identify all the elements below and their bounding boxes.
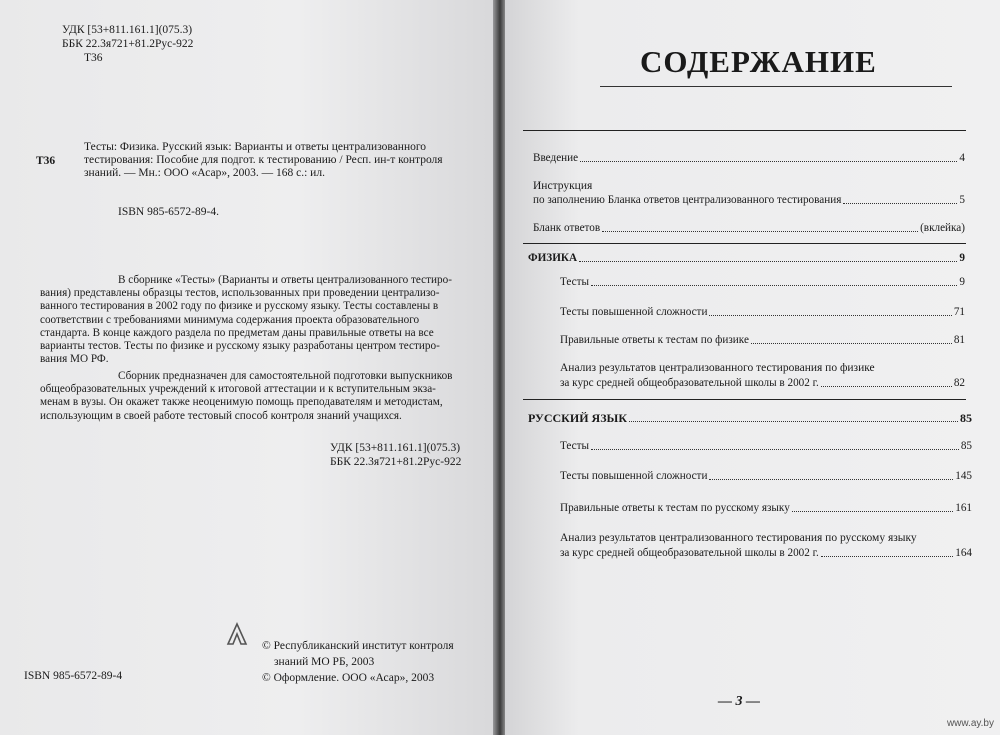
toc-item-instruction — [533, 194, 965, 207]
para-line: вания) представлены образцы тестов, использованных при проведении централизо- — [40, 287, 440, 300]
toc-item-physics-analysis-line1: Анализ результатов централизованного тестирования по физике — [560, 362, 875, 374]
toc-page: 85 — [960, 411, 972, 425]
toc-page: 81 — [953, 334, 965, 346]
toc-item-physics-tests — [560, 276, 965, 289]
toc-page: (вклейка) — [920, 222, 965, 234]
copyright-line: © Оформление. ООО «Асар», 2003 — [262, 672, 435, 684]
para-line: вания МО РФ. — [40, 353, 109, 366]
toc-label: Введение — [533, 152, 579, 164]
divider-line — [523, 243, 966, 244]
para-line: В сборнике «Тесты» (Варианты и ответы централизованного тестиро- — [118, 274, 452, 286]
toc-item-physics-answers — [560, 334, 965, 347]
toc-page: 9 — [959, 276, 965, 288]
udk-top: УДК [53+811.161.1](075.3) — [62, 24, 193, 36]
toc-label: Правильные ответы к тестам по русскому языку — [560, 502, 790, 514]
toc-label: Тесты — [560, 276, 590, 288]
page-number: — 3 — — [718, 694, 760, 709]
para-line: варианты тестов. Тесты по физике и русскому языку разработаны центром тестиро- — [40, 340, 440, 353]
toc-page: 161 — [955, 502, 972, 514]
toc-page: 4 — [959, 152, 965, 164]
udk-bottom: УДК [53+811.161.1](075.3) — [330, 442, 461, 454]
toc-item-physics — [528, 252, 965, 265]
annotation-paragraph-2 — [40, 370, 484, 423]
para-line: общеобразовательных учреждений к итоговой аттестации и к вступительным экза- — [40, 383, 436, 396]
para-line: ванного тестирования в 2002 году по физике и русскому языку. Тесты составлены в — [40, 300, 439, 313]
isbn-bottom: ISBN 985-6572-89-4 — [24, 670, 123, 682]
para-line: соответствии с требованиями минимума содержания проекта образовательного — [40, 313, 420, 326]
toc-label: за курс средней общеобразовательной школы в 2002 г. — [560, 377, 819, 389]
site-watermark: www.ay.by — [946, 718, 994, 729]
toc-item-physics-advanced — [560, 306, 965, 319]
copyright-line: © Республиканский институт контроля — [262, 640, 454, 652]
bbk-top: ББК 22.3я721+81.2Рус-922 — [62, 38, 194, 50]
title-underline — [600, 86, 952, 87]
toc-page: 9 — [959, 252, 965, 264]
bibliographic-record — [84, 141, 484, 180]
page-title: СОДЕРЖАНИЕ — [640, 44, 877, 79]
toc-page: 164 — [955, 547, 972, 559]
left-page — [0, 0, 497, 735]
toc-item-intro — [533, 152, 965, 165]
biblio-line: тестирования: Пособие для подгот. к тестированию / Респ. ин-т контроля — [84, 154, 443, 166]
toc-label: Тесты повышенной сложности — [560, 470, 708, 482]
toc-item-russian-analysis — [560, 547, 972, 560]
toc-label: Бланк ответов — [533, 222, 601, 234]
toc-item-russian-tests — [560, 440, 972, 453]
toc-page: 5 — [959, 194, 965, 206]
toc-item-russian-answers — [560, 502, 972, 515]
para-line: менам в вузы. Он окажет также неоценимую помощь преподавателям и методистам, — [40, 396, 443, 409]
biblio-line: Тесты: Физика. Русский язык: Варианты и ответы централизованного — [84, 141, 427, 153]
publisher-logo-icon — [226, 622, 248, 646]
toc-page: 85 — [960, 440, 972, 452]
divider-line — [523, 130, 966, 131]
toc-page: 82 — [953, 377, 965, 389]
divider-line — [523, 399, 966, 400]
annotation-paragraph-1 — [40, 274, 484, 366]
para-line: использующим в своей работе тестовый способ контроля знаний учащихся. — [40, 409, 402, 422]
toc-item-russian-advanced — [560, 470, 972, 483]
toc-page: 71 — [953, 306, 965, 318]
toc-label: за курс средней общеобразовательной школы в 2002 г. — [560, 547, 819, 559]
toc-item-physics-analysis — [560, 377, 965, 390]
biblio-line: знаний. — Мн.: ООО «Асар», 2003. — 168 с.: ил. — [84, 167, 325, 179]
toc-page: 145 — [955, 470, 972, 482]
para-line: стандарта. В конце каждого раздела по предметам даны правильные ответы на все — [40, 326, 434, 339]
bbk-bottom: ББК 22.3я721+81.2Рус-922 — [330, 456, 462, 468]
toc-label: Правильные ответы к тестам по физике — [560, 334, 749, 346]
code-top: Т36 — [84, 52, 103, 64]
code-side: Т36 — [36, 155, 56, 167]
toc-label: ФИЗИКА — [528, 252, 578, 264]
toc-item-instr-line1: Инструкция — [533, 180, 593, 192]
toc-label: Тесты повышенной сложности — [560, 306, 708, 318]
toc-label: по заполнению Бланка ответов централизованного тестирования — [533, 194, 842, 206]
para-line: Сборник предназначен для самостоятельной подготовки выпускников — [118, 370, 453, 382]
toc-item-russian-analysis-line1: Анализ результатов централизованного тестирования по русскому языку — [560, 532, 917, 544]
toc-item-russian — [528, 412, 972, 425]
toc-label: РУССКИЙ ЯЗЫК — [528, 411, 628, 425]
copyright-line: знаний МО РБ, 2003 — [274, 656, 375, 668]
toc-item-blank — [533, 222, 965, 235]
isbn-mid: ISBN 985-6572-89-4. — [118, 206, 219, 218]
toc-label: Тесты — [560, 440, 590, 452]
